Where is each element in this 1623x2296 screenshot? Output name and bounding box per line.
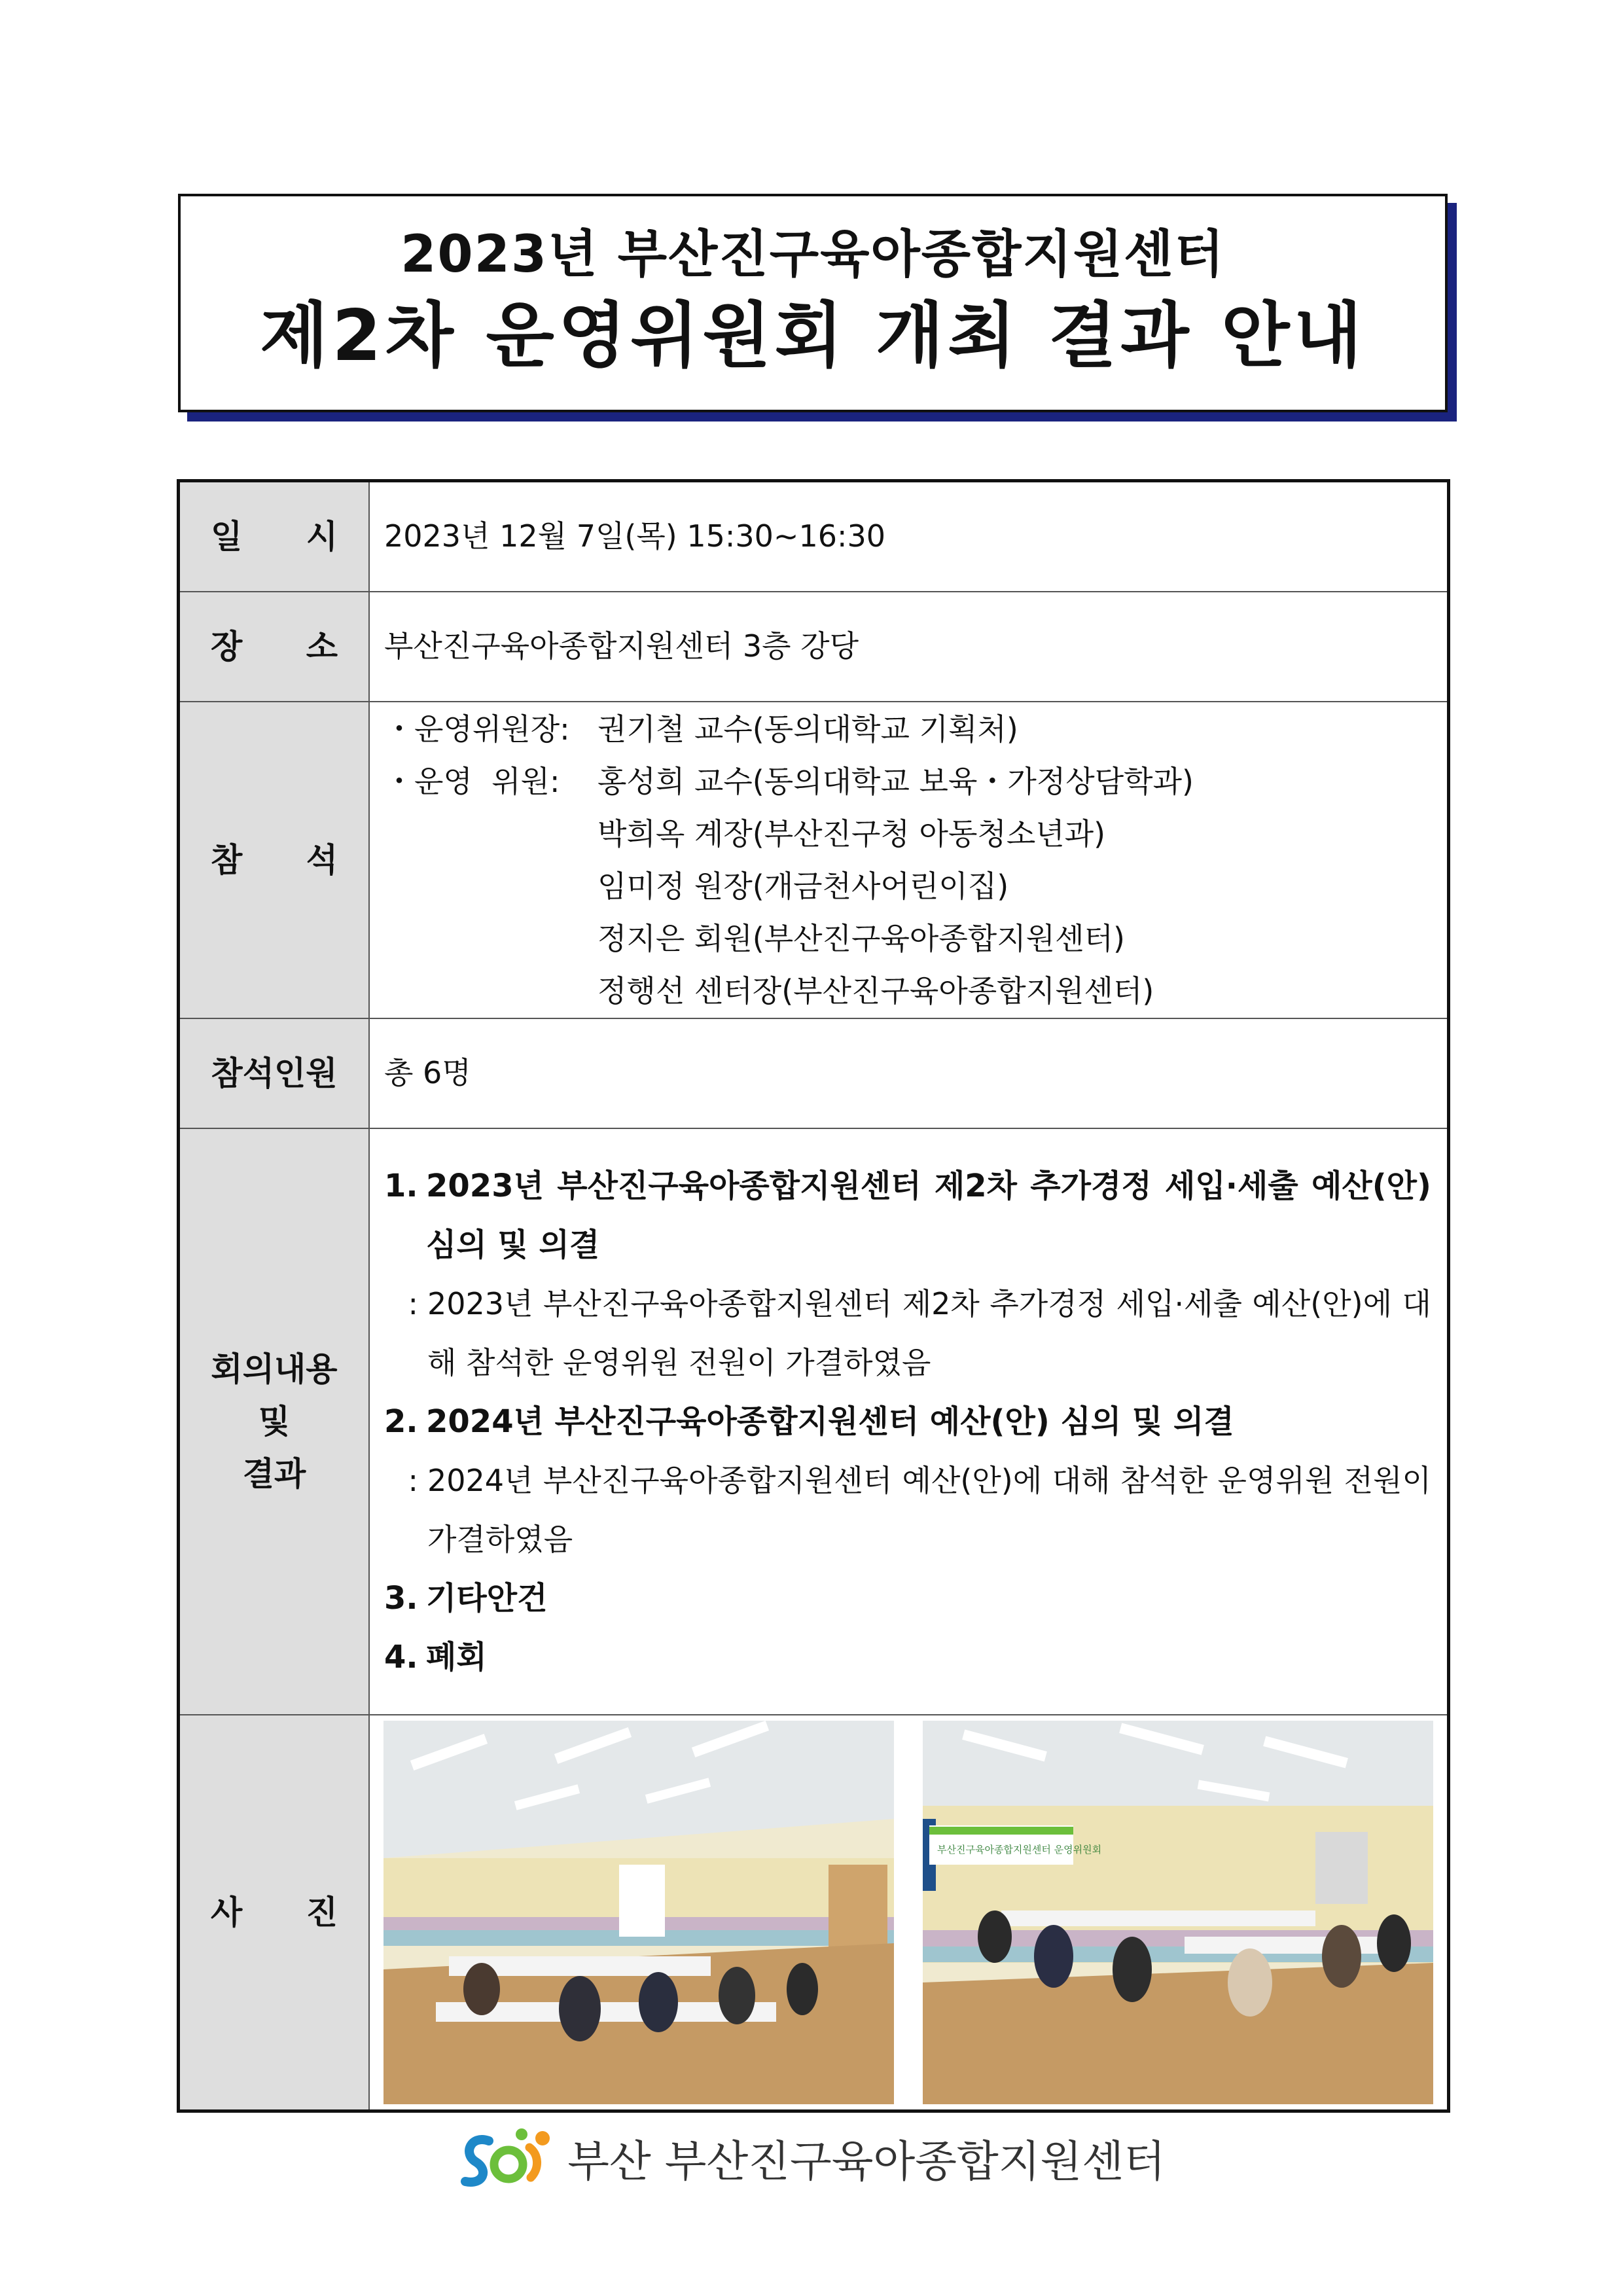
row-content xyxy=(179,1128,1449,1715)
label-attendees: 참 석 xyxy=(179,702,370,1018)
attendee-line: 정행선 센터장(부산진구육아종합지원센터) xyxy=(597,973,1154,1009)
agenda-item: 4. 폐회 xyxy=(384,1639,487,1676)
row-count xyxy=(179,1018,1449,1128)
agenda-item: 3. 기타안건 xyxy=(384,1580,548,1617)
row-photo xyxy=(179,1715,1449,2111)
meeting-photo-1 xyxy=(383,1721,894,2104)
value-place: 부산진구육아종합지원센터 3층 강당 xyxy=(369,592,1449,702)
attendee-line: ・운영위원장: 권기철 교수(동의대학교 기획처) xyxy=(384,711,1018,747)
agenda-item: 1. 2023년 부산진구육아종합지원센터 제2차 추가경정 세입·세출 예산(안) 심의 및 의결 : 2023년 부산진구육아종합지원센터 제2차 추가경정 세입·세출 예산(안)에 대해 참석한 운영위원 전원이 가결하였음 xyxy=(384,1168,1431,1380)
attendee-list xyxy=(369,702,1449,1018)
label-photo: 사 진 xyxy=(179,1715,370,2111)
attendee-line: 정지은 회원(부산진구육아종합지원센터) xyxy=(597,921,1125,956)
label-count: 참석인원 xyxy=(179,1018,370,1128)
photo-pair xyxy=(370,1721,1447,2104)
label-content: 회의내용 및 결과 xyxy=(179,1128,370,1715)
value-count: 총 6명 xyxy=(369,1018,1449,1128)
meeting-info-table xyxy=(177,479,1450,2113)
meeting-photo-2 xyxy=(923,1721,1433,2104)
row-place xyxy=(179,592,1449,702)
row-date xyxy=(179,481,1449,592)
label-place: 장 소 xyxy=(179,592,370,702)
label-date: 일 시 xyxy=(179,481,370,592)
photo-cell xyxy=(369,1715,1449,2111)
value-date: 2023년 12월 7일(목) 15:30~16:30 xyxy=(369,481,1449,592)
agenda-item: 2. 2024년 부산진구육아종합지원센터 예산(안) 심의 및 의결 : 2024년 부산진구육아종합지원센터 예산(안)에 대해 참석한 운영위원 전원이 가결하였음 xyxy=(384,1403,1431,1557)
title-line-2: 제2차 운영위원회 개최 결과 안내 xyxy=(260,295,1366,377)
row-attendees xyxy=(179,702,1449,1018)
attendee-line: 임미정 원장(개금천사어린이집) xyxy=(597,869,1009,904)
attendee-line: 박희옥 계장(부산진구청 아동청소년과) xyxy=(597,816,1106,852)
attendee-line: ・운영 위원: 홍성희 교수(동의대학교 보육・가정상담학과) xyxy=(384,764,1194,799)
footer-org-name: 부산 부산진구육아종합지원센터 xyxy=(567,2136,1166,2187)
title-line-1: 2023년 부산진구육아종합지원센터 xyxy=(401,225,1225,285)
center-logo-icon xyxy=(457,2121,556,2193)
footer xyxy=(0,2118,1623,2197)
agenda-list xyxy=(369,1128,1449,1715)
photo-banner-text: 부산진구육아종합지원센터 운영위원회 xyxy=(937,1844,1102,1856)
title-box xyxy=(178,194,1448,412)
